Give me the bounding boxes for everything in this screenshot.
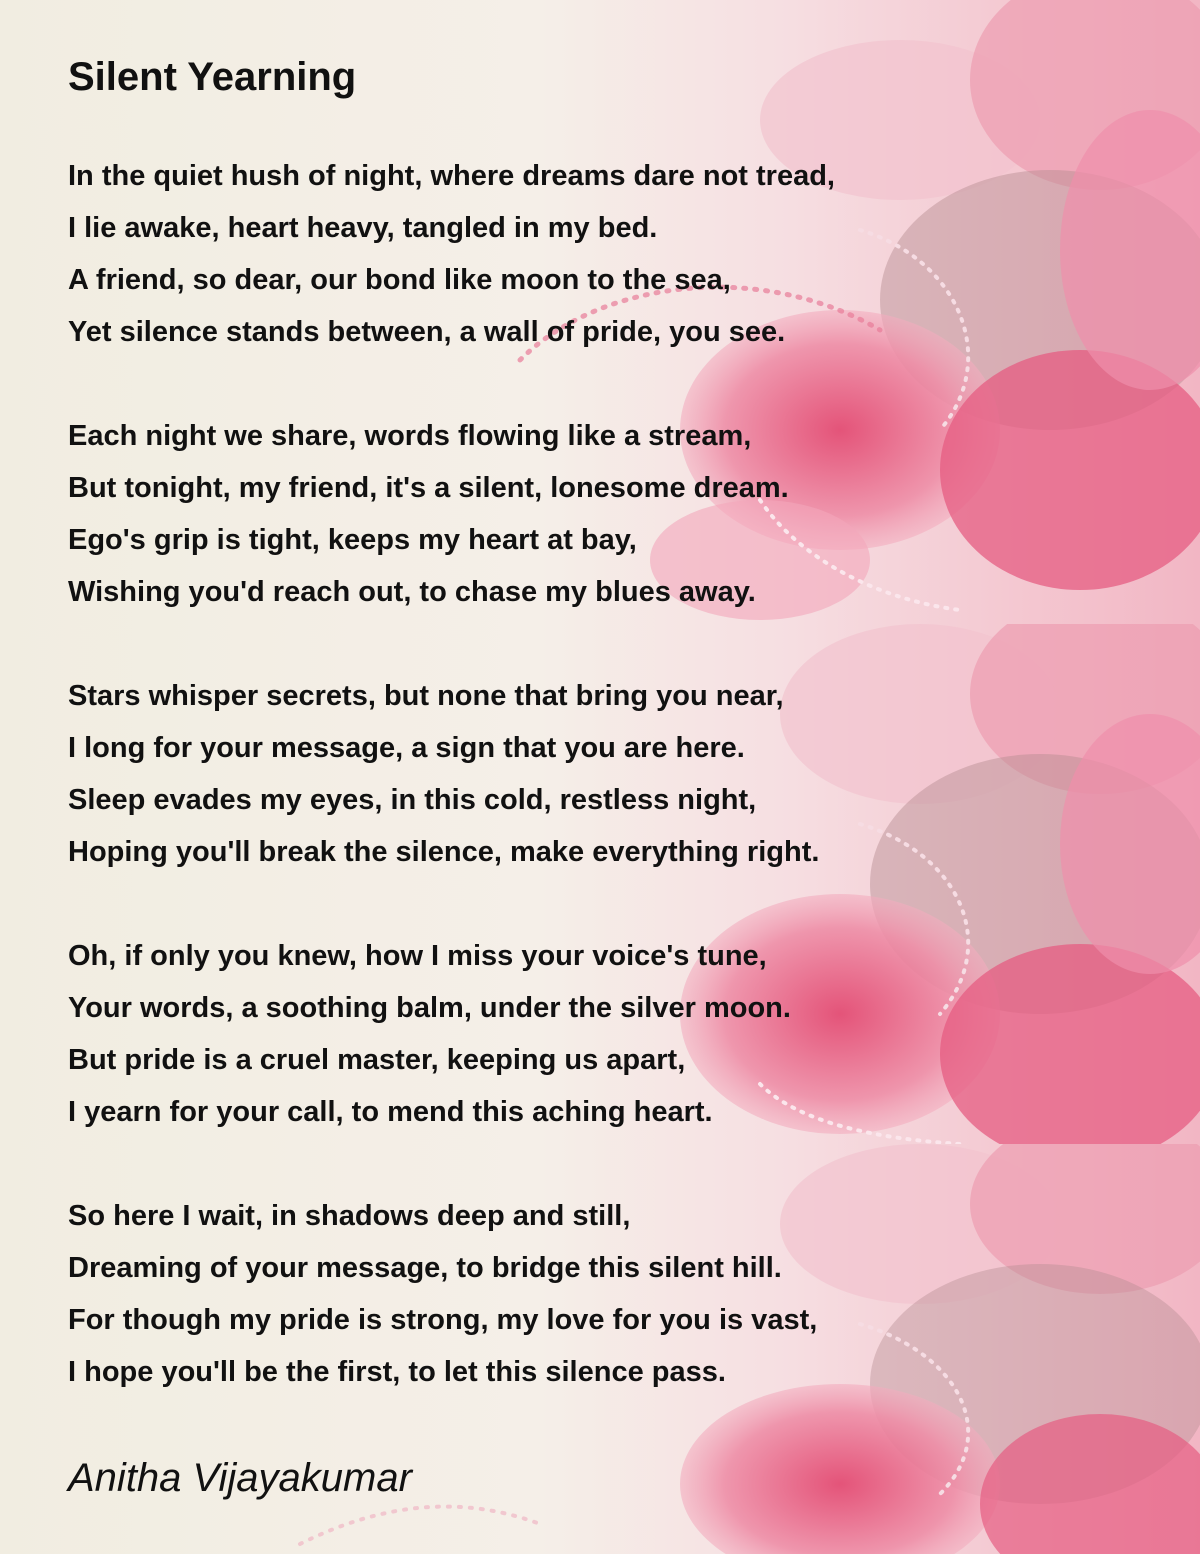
poem-line: In the quiet hush of night, where dreams dare not tread, [68, 160, 835, 192]
poem-line: Wishing you'd reach out, to chase my blues away. [68, 576, 756, 608]
poem-line: Stars whisper secrets, but none that bring you near, [68, 680, 784, 712]
poem-body [68, 150, 1068, 1450]
poem-title: Silent Yearning [68, 55, 357, 99]
stanza [68, 930, 1068, 1138]
poem-line: But tonight, my friend, it's a silent, lonesome dream. [68, 472, 789, 504]
poem-line: But pride is a cruel master, keeping us apart, [68, 1044, 686, 1076]
poem-line: I hope you'll be the first, to let this silence pass. [68, 1356, 726, 1388]
stanza [68, 410, 1068, 618]
poem-line: I lie awake, heart heavy, tangled in my bed. [68, 212, 658, 244]
stanza [68, 1190, 1068, 1398]
poem-line: So here I wait, in shadows deep and still, [68, 1200, 631, 1232]
poem-line: Ego's grip is tight, keeps my heart at bay, [68, 524, 637, 556]
stanza [68, 150, 1068, 358]
poem-line: Oh, if only you knew, how I miss your voice's tune, [68, 940, 767, 972]
poem-line: Each night we share, words flowing like a stream, [68, 420, 752, 452]
poem-line: Sleep evades my eyes, in this cold, restless night, [68, 784, 757, 816]
stanza [68, 670, 1068, 878]
poem-line: Yet silence stands between, a wall of pride, you see. [68, 316, 786, 348]
poem-line: For though my pride is strong, my love for you is vast, [68, 1304, 818, 1336]
poem-line: Hoping you'll break the silence, make everything right. [68, 836, 820, 868]
poem-line: Dreaming of your message, to bridge this silent hill. [68, 1252, 782, 1284]
poem-line: A friend, so dear, our bond like moon to the sea, [68, 264, 731, 296]
poem-line: I yearn for your call, to mend this aching heart. [68, 1096, 713, 1128]
poem-line: I long for your message, a sign that you are here. [68, 732, 745, 764]
poem-line: Your words, a soothing balm, under the silver moon. [68, 992, 791, 1024]
poem-author: Anitha Vijayakumar [68, 1456, 412, 1500]
